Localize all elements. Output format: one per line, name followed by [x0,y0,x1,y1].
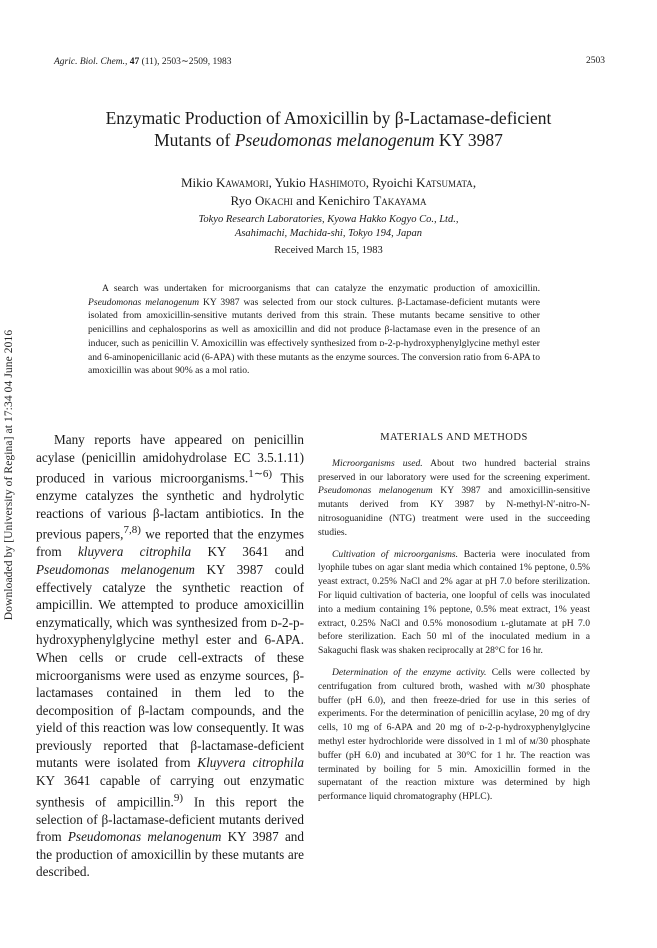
methods-paragraph [318,666,590,804]
species-name: Pseudomonas melanogenum [36,561,195,577]
download-watermark [2,300,16,650]
affiliation-line-1: Tokyo Research Laboratories, Kyowa Hakko Kogyo Co., Ltd., [198,214,459,225]
intro-text: we reported that the enzymes from [36,526,304,560]
abstract-text: A search was undertaken for microorganisms that can catalyze the enzymatic production of amoxicillin. [102,283,540,294]
download-note: Downloaded by [University of Regina] at 17:34 04 June 2016 [3,329,15,621]
citation-ref: 1∼6) [248,468,273,481]
methods-text: About two hundred bacterial strains preserved in our laboratory were used for the screening experiment. [318,457,591,483]
section-heading: MATERIALS AND METHODS [380,432,528,443]
affiliation [80,213,577,241]
paragraph-lead: Determination of the enzyme activity. [332,666,487,678]
abstract-text: KY 3987 was selected from our stock cultures. β-Lactamase-deficient mutants were isolated from amoxicillin-sensitive mutants derived from this strain. These mutants became sensitive to other penicillins and cephalosporins as well as amoxicillin and did not produce β-lactamase even in the presence of an inducer, such as penicillin V. Amoxicillin was effectively synthesized from ᴅ-2-p-hydroxyphenylglycine methyl ester and 6-aminopenicillanic acid (6-APA) with these mutants as the enzyme sources. The conversion ratio from 6-APA to amoxicillin was about 90% as a mol ratio. [88,296,541,377]
methods-column [318,431,590,812]
intro-text: This enzyme catalyzes the synthetic and hydrolytic reactions of various β-lactam antibiotics. In the previous papers, [36,470,304,542]
abstract [88,282,540,378]
methods-text: Cells were collected by centrifugation from cultured broth, washed with ᴍ/30 phosphate buffer (pH 6.0), and then freeze-dried for use in this series of experiments. For the determination of penicillin acylase, 20 mg of dry cells, 10 mg of 6-APA and 20 mg of ᴅ-2-p-hydroxyphenylglycine methyl ester hydrochloride were dissolved in 1 ml of ᴍ/30 phosphate buffer (pH 6.0) and incubated at 30°C for 1 hr. The reaction was terminated by boiling for 5 min. Amoxicillin formed in the supernatant of the reaction mixture was determined by high performance liquid chromatography (HPLC). [318,666,590,803]
author-last: Takayama [373,193,427,208]
journal-volume: 47 [129,57,140,67]
methods-paragraph [318,457,590,540]
species-name: Pseudomonas melanogenum [67,829,222,845]
introduction-column [36,431,304,881]
author-last: Hashimoto [308,175,366,190]
species-name: Kluyvera citrophila [197,755,304,771]
intro-text: Many reports have appeared on penicillin acylase (penicillin amidohydrolase EC 3.5.1.11) produced in various microorganisms. [36,432,304,486]
methods-text: KY 3987 and amoxicillin-sensitive mutants derived from KY 3987 by N-methyl-N′-nitro-N-nitrosoguanidine (NTG) treatment were used in the succeeding studies. [318,485,591,538]
author-sep: , [472,175,477,190]
title-line-2-post: KY 3987 [434,130,503,150]
running-header [54,56,605,70]
author-last: Okachi [254,193,293,208]
affiliation-line-2: Asahimachi, Machida-shi, Tokyo 194, Japan [234,228,423,239]
methods-text: Bacteria were inoculated from lyophile tubes on agar slant media which contained 1% peptone, 0.5% yeast extract, 0.25% NaCl and 2% agar at pH 7.0 before sterilization. For liquid cultivation of bacteria, one loopful of cells was inoculated into a medium containing 1% peptone, 0.5% meat extract, 1% yeast extract, 0.25% NaCl and 0.5% monosodium ʟ-glutamate at pH 7.0 before sterilization. Each 50 ml of the inoculated medium in a Sakaguchi flask was shaken reciprocally at 28°C for 16 hr. [318,548,590,657]
intro-text: In this report the selection of β-lactamase-deficient mutants derived from [36,794,304,845]
author-first: Ryo [230,193,255,208]
issue-pages: (11), 2503∼2509, 1983 [139,57,232,67]
authors-line-2 [60,192,597,210]
title-species: Pseudomonas melanogenum [234,130,435,150]
author-first: , Ryoichi [365,175,417,190]
intro-text: KY 3987 could effectively catalyze the synthetic reaction of ampicillin. We attempted to produce amoxicillin enzymatically, which was synthesized from ᴅ-2-p-hydroxyphenylglycine methyl ester and 6-APA. When cells or crude cell-extracts of these microorganisms were used as enzyme sources, β-lactamases contained in them led to the decomposition of β-lactam compounds, and the yield of this reaction was low consequently. It was previously reported that β-lactamase-deficient mutants were isolated from [36,561,304,771]
intro-text: KY 3641 capable of carrying out enzymatic synthesis of ampicillin. [36,773,304,810]
author-first: Mikio [180,175,216,190]
authors-line-1 [60,174,597,192]
author-first: , Yukio [268,175,309,190]
species-name: Pseudomonas melanogenum [318,485,433,497]
citation-ref: 7,8) [123,524,141,537]
citation-ref: 9) [173,791,183,804]
author-first: and Kenichiro [292,193,374,208]
citation [54,56,232,67]
abstract-species: Pseudomonas melanogenum [88,296,200,308]
paper-title [60,107,597,151]
methods-paragraph [318,548,590,658]
intro-text: KY 3641 and [191,544,304,560]
journal-name: Agric. Biol. Chem., [54,57,128,67]
paragraph-lead: Cultivation of microorganisms. [332,548,459,560]
title-line-2 [60,129,597,151]
author-last: Katsumata [416,175,473,190]
species-name: kluyvera citrophila [77,544,192,560]
received-date: Received March 15, 1983 [274,245,383,256]
title-line-2-pre: Mutants of [154,130,235,150]
title-line-1: Enzymatic Production of Amoxicillin by β-Lactamase-deficient [105,108,552,128]
page-number: 2503 [586,56,605,66]
paragraph-lead: Microorganisms used. [332,457,423,469]
author-list [60,174,597,210]
intro-text: KY 3987 and the production of amoxicillin by these mutants are described. [36,829,304,880]
author-last: Kawamori [215,175,269,190]
